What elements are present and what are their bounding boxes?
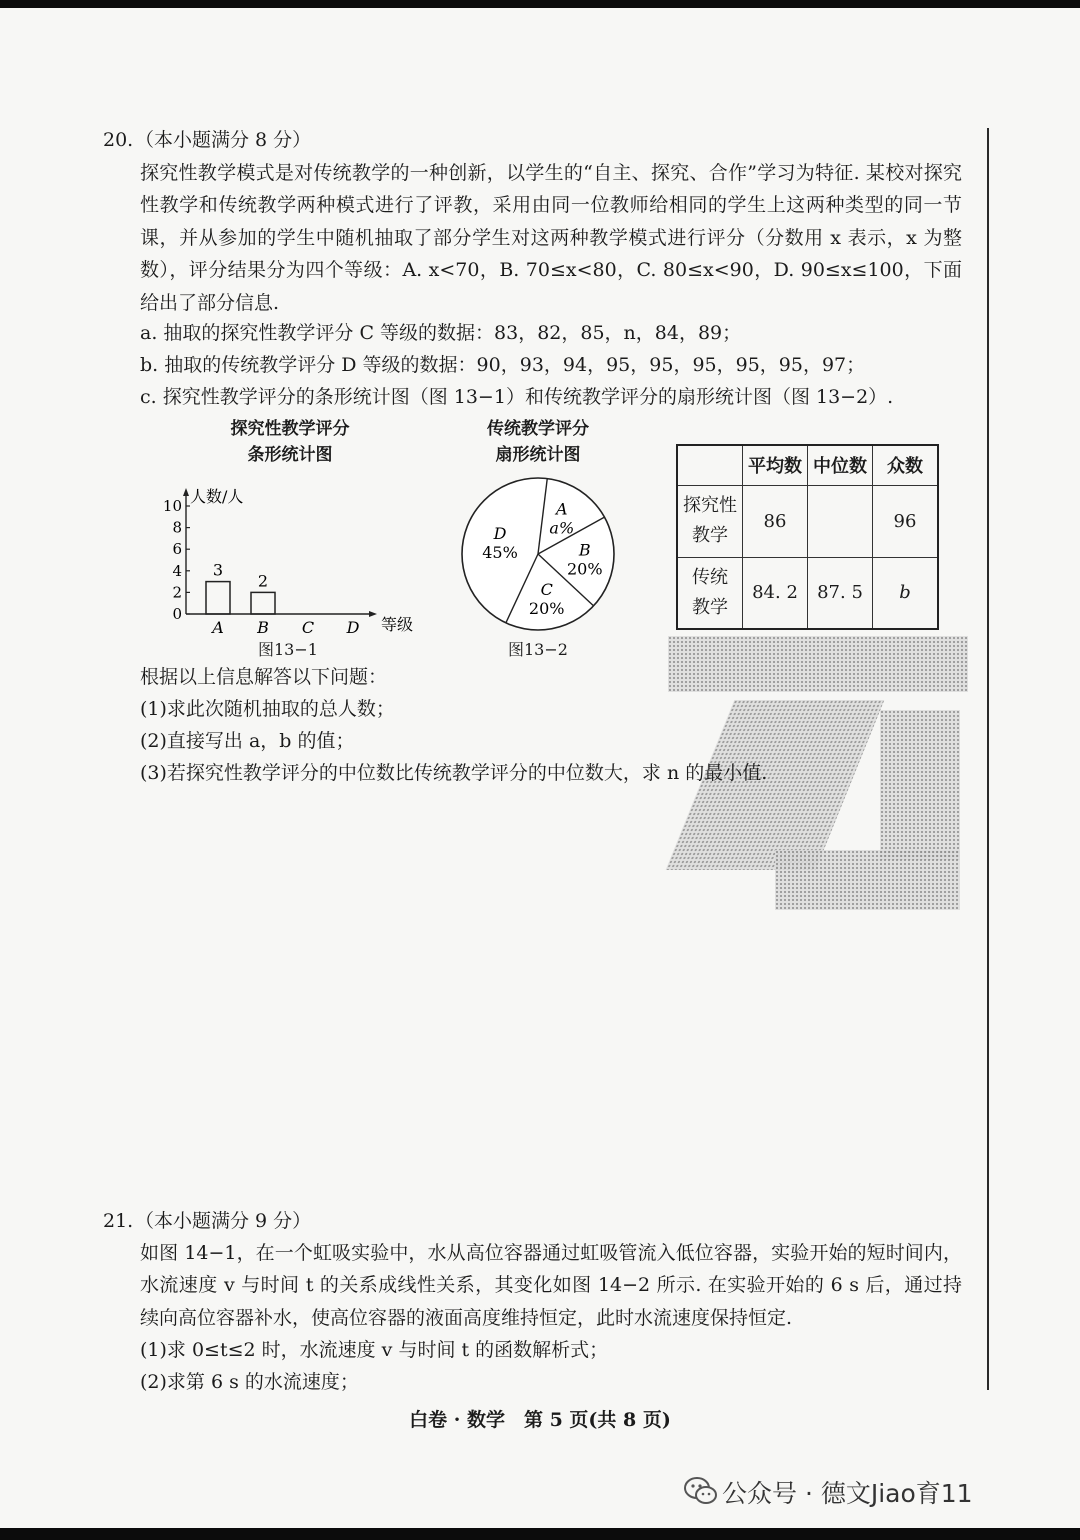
y-axis-label: 人数/人 <box>190 487 244 506</box>
bar-chart-title-line1: 探究性教学评分 <box>230 419 350 439</box>
header-mean: 平均数 <box>743 445 808 485</box>
row-label-line2: 教学 <box>692 525 728 546</box>
bar-chart <box>150 466 440 636</box>
pie-slice-name: D <box>493 524 507 544</box>
q20-item-a: a. 抽取的探究性教学评分 C 等级的数据：83，82，85，n，84，89； <box>140 322 742 344</box>
pie-chart-title <box>440 416 636 468</box>
bar-value-label: 3 <box>212 560 224 580</box>
scan-halftone-strip <box>668 636 968 692</box>
margin-rule <box>987 128 989 1390</box>
pie-chart <box>455 474 621 634</box>
q21-number: 21. <box>103 1210 134 1232</box>
scan-halftone-column <box>880 710 960 860</box>
row-label-traditional <box>677 557 743 629</box>
bar <box>251 592 275 614</box>
pie-slice-name: A <box>556 499 568 519</box>
header-mode: 众数 <box>873 445 939 485</box>
table-cell: b <box>873 557 939 629</box>
row-label-exploratory <box>677 485 743 557</box>
pie-slice-label: 45% <box>482 543 518 563</box>
q21-sub2: (2)求第 6 s 的水流速度； <box>140 1371 359 1393</box>
table-cell <box>808 485 873 557</box>
q20-sub1: (1)求此次随机抽取的总人数； <box>140 698 395 720</box>
table-corner <box>677 445 743 485</box>
bar-chart-title <box>190 416 390 468</box>
table-cell: 87. 5 <box>808 557 873 629</box>
y-tick-label: 4 <box>172 561 182 580</box>
pie-slice-label: 20% <box>528 598 565 618</box>
q20-item-b: b. 抽取的传统教学评分 D 等级的数据：90，93，94，95，95，95，95，95，97； <box>140 354 866 376</box>
x-tick-label: D <box>346 618 360 636</box>
x-tick-label: A <box>212 618 224 636</box>
row-label-line2: 教学 <box>692 596 728 618</box>
pie-chart-title-line2: 扇形统计图 <box>495 445 581 465</box>
q21-paragraph: 如图 14−1，在一个虹吸实验中，水从高位容器通过虹吸管流入低位容器，实验开始的短时间内，水流速度 v 与时间 t 的关系成线性关系，其变化如图 14−2 所示. 在实验开始的 6 s 后，通过持续向高位容器补水，使高位容器的液面高度维持恒定，此时水流速度保持恒定. <box>140 1242 962 1329</box>
x-axis-label: 等级 <box>381 615 414 634</box>
y-tick-label: 2 <box>172 583 182 602</box>
row-label-line1: 探究性 <box>683 495 737 516</box>
q20-sub2: (2)直接写出 a，b 的值； <box>140 730 355 752</box>
q20-item-c: c. 探究性教学评分的条形统计图（图 13−1）和传统教学评分的扇形统计图（图 13−2）. <box>140 386 894 408</box>
bar-value-label: 2 <box>257 571 269 591</box>
stats-table <box>676 444 939 630</box>
q20-paragraph: 探究性教学模式是对传统教学的一种创新，以学生的“自主、探究、合作”学习为特征. 某校对探究性教学和传统教学两种模式进行了评教，采用由同一位教师给相同的学生上这两种类型的同一节课，并从参加的学生中随机抽取了部分学生对这两种教学模式进行评分（分数用 x 表示，x 为整数），评分结果分为四个等级：A. x<70，B. 70≤x<80，C. 80≤x<90，D. 90≤x≤100，下面给出了部分信息. <box>140 162 962 314</box>
wechat-icon <box>684 1476 718 1506</box>
x-axis-arrow <box>369 611 377 617</box>
x-tick-label: B <box>257 618 269 636</box>
y-axis-arrow <box>183 488 189 496</box>
pie-slice-label: a% <box>549 518 575 538</box>
y-tick-label: 6 <box>172 540 182 559</box>
pie-slice-label: 20% <box>566 559 603 579</box>
bar-chart-title-line2: 条形统计图 <box>247 445 333 465</box>
table-row <box>677 485 938 557</box>
scan-halftone-base <box>775 850 960 910</box>
y-tick-label: 10 <box>162 497 182 515</box>
table-cell: 86 <box>743 485 808 557</box>
bar-chart-caption: 图13−1 <box>258 640 318 659</box>
bottom-scan-border <box>0 1528 1080 1540</box>
page-footer: 白卷 · 数学 第 5 页(共 8 页) <box>409 1409 671 1431</box>
bar <box>206 582 230 614</box>
q20-number: 20. <box>103 129 134 151</box>
q21-sub1: (1)求 0≤t≤2 时，水流速度 v 与时间 t 的函数解析式； <box>140 1339 609 1361</box>
pie-slice-name: C <box>540 579 553 599</box>
pie-chart-title-line1: 传统教学评分 <box>487 419 589 439</box>
q21-header: （本小题满分 9 分） <box>135 1210 312 1232</box>
q20-intro: 根据以上信息解答以下问题： <box>140 666 388 688</box>
row-label-line1: 传统 <box>692 566 728 588</box>
y-tick-label: 8 <box>172 518 182 537</box>
table-cell: 96 <box>873 485 939 557</box>
header-median: 中位数 <box>808 445 873 485</box>
q20-sub3: (3)若探究性教学评分的中位数比传统教学评分的中位数大，求 n 的最小值. <box>140 762 768 784</box>
watermark-text: 公众号 · 德文Jiao育11 <box>722 1479 973 1508</box>
top-scan-border <box>0 0 1080 8</box>
x-tick-label: C <box>301 618 315 636</box>
pie-slice-name: B <box>578 540 591 560</box>
pie-chart-caption: 图13−2 <box>508 640 568 659</box>
y-tick-label: 0 <box>172 605 182 623</box>
q20-header: （本小题满分 8 分） <box>135 129 312 151</box>
table-cell: 84. 2 <box>743 557 808 629</box>
table-row <box>677 557 938 629</box>
table-header-row <box>677 445 938 485</box>
